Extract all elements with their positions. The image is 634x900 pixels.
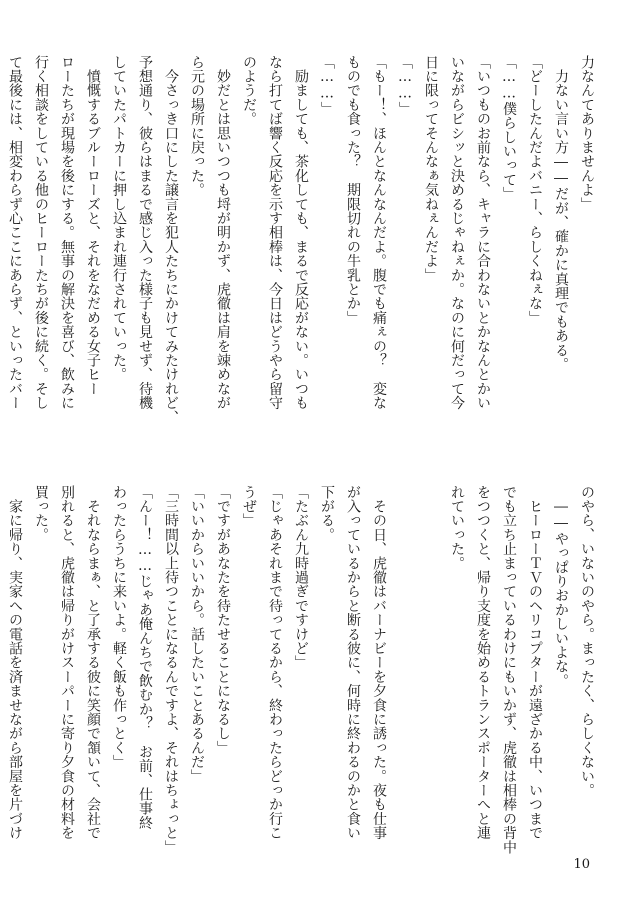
text-column: 力なんてありませんよ」 [579,55,595,212]
text-column: ヒーローＴＶのヘリコプターが遠ざかる中、いつまで [527,485,543,840]
text-column: していたパトカーに押し込まれ連行されていった。 [111,55,127,382]
text-column: ら元の場所に戻った。 [189,55,205,197]
text-column: その日、虎徹はバーナビーを夕食に誘った。夜も仕事 [371,485,387,840]
text-column: 「たぶん九時過ぎですけど」 [293,485,309,670]
text-column [422,485,438,855]
text-column: 「ですがあなたを待たせることになるし」 [215,485,231,755]
text-column: 「どーしたんだよバニー、らしくねぇな」 [527,55,543,325]
text-column: 「……僕らしいって」 [501,55,517,201]
text-column: が入っているからと断る彼に、何時に終わるのかと食い [345,485,361,840]
text-column: 家に帰り、実家への電話を済ませながら部屋を片づけ [7,485,23,840]
text-column: うぜ」 [241,485,257,528]
text-column: 憤慨するブルーローズと、それをなだめる女子ヒー [85,55,101,396]
text-column: 「もー！、ほんとなんなんだよ。腹でも痛ぇの？ 変な [371,55,387,410]
text-column: 力ない言い方――だが、確かに真理でもある。 [553,55,569,372]
text-column: 行く相談をしている他のヒーローたちが後に続く。そし [33,55,49,410]
text-column: 予想通り、彼らはまるで感じ入った様子も見せず、待機 [137,55,153,410]
text-column: 「……」 [319,55,335,116]
text-column: 買った。 [33,485,49,542]
page-number: 10 [573,857,590,872]
text-column: て最後には、相変わらず心ここにあらず、といったバー [7,55,23,410]
text-column: 別れると、虎徹は帰りがけスーパーに寄り夕食の材料を [59,485,75,840]
text-column: ものでも食った？ 期限切れの牛乳とか」 [345,55,361,325]
text-column: 妙だとは思いつつも埒が明かず、虎徹は肩を竦めなが [215,55,231,410]
top-text-block [0,55,594,425]
text-column: 日に限ってそんなぁ気ねぇんだよ」 [423,55,439,283]
text-column: 励ましても、茶化しても、まるで反応がない。いつも [293,55,309,410]
text-column: 「いいからいいから。話したいことあるんだ」 [189,485,205,784]
text-column: でも立ち止まっているわけにもいかず、虎徹は相棒の背中 [501,485,517,855]
text-column: いながらビシッと決めるじゃねぇか。なのに何だって今 [449,55,465,410]
text-column: わったらうちに来いよ。軽く飯も作っとく」 [111,485,127,769]
text-column: ――やっぱりおかしいよな。 [553,485,569,688]
text-column: 「いつものお前なら、キャラに合わないとかなんとかい [475,55,491,410]
text-column: 今さっき口にした譲言を犯人たちにかけてみたけれど、 [163,55,179,425]
text-column: 「じゃあそれまで待ってるから、終わったらどっか行こ [267,485,283,840]
text-column: なら打てば響く反応を示す相棒は、今日はどうやら留守 [267,55,283,410]
text-column: のやら、いないのやら。まったく、らしくない。 [579,485,595,798]
text-column: のようだ。 [241,55,257,126]
text-column [396,485,412,855]
text-column: 「……」 [397,55,413,116]
text-column: それならまぁ、と了承する彼に笑顔で頷いて、会社で [85,485,101,840]
text-column: ローたちが現場を後にする。無事の解決を喜び、飲みに [59,55,75,410]
text-column: 「三時間以上待つことになるんですよ、それはちょっと」 [163,485,179,855]
bottom-text-block [0,485,594,855]
text-column: をつつくと、帰り支度を始めるトランスポーターへと連 [475,485,491,840]
text-column: 「んー！……じゃあ俺んちで飲むか？ お前、仕事終 [137,485,153,830]
text-column: 下がる。 [319,485,335,542]
text-column: れていった。 [449,485,465,571]
